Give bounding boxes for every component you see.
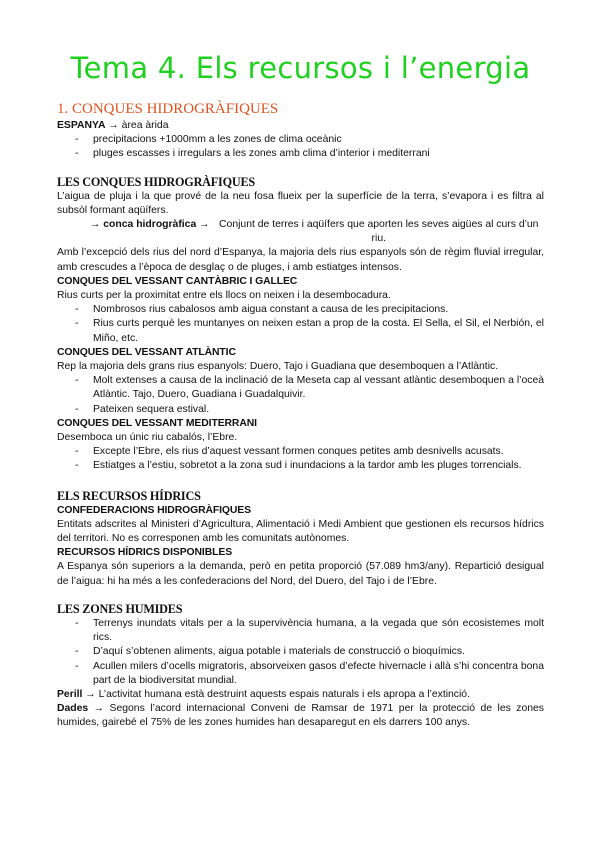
list-item: - Acullen milers d’ocells migratoris, absorveixen gasos d’efecte hivernacle i allà s’hi concentra bona part de la biodiversitat mundial. xyxy=(57,660,544,688)
dades-text: → Segons l’acord internacional Conveni de Ramsar de 1971 per la protecció de les zones humides, gairebé el 75% de les zones humides han desaparegut en els darrers 100 anys. xyxy=(57,703,544,729)
espanya-text: → àrea àrida xyxy=(105,120,169,131)
perill-text: → L’activitat humana està destruint aquests espais naturals i els apropa a l’extinció. xyxy=(82,688,470,700)
espanya-list xyxy=(57,133,544,161)
paragraph: Rep la majoria dels grans rius espanyols: Duero, Tajo i Guadiana que desemboquen a l’Atlàntic. xyxy=(57,361,499,373)
list-item: - Molt extenses a causa de la inclinació de la Meseta cap al vessant atlàntic desemboquen a l’oceà Atlàntic. Tajo, Duero, Guadiana i Guadalquivir. xyxy=(57,374,544,402)
mediterrani-list xyxy=(57,445,544,473)
subheading-cantabric: CONQUES DEL VESSANT CANTÀBRIC I GALLEC xyxy=(57,275,298,287)
list-item: - Pateixen sequera estival. xyxy=(57,403,544,417)
perill-line xyxy=(57,688,544,702)
dades-label: Dades xyxy=(57,703,89,715)
perill-label: Perill xyxy=(57,688,83,700)
list-item: - pluges escasses i irregulars a les zones amb clima d’interior i mediterrani xyxy=(57,147,544,161)
paragraph: Desemboca un únic riu cabalós, l’Ebre. xyxy=(57,432,238,444)
atlantic-list xyxy=(57,374,544,417)
list-item: - Estiatges a l’estiu, sobretot a la zona sud i inundacions a la tardor amb les pluges torrencials. xyxy=(57,459,544,473)
paragraph: A Espanya són superiors a la demanda, però en petita proporció (57.089 hm3/any). Repartició desigual de l’aigua: hi ha més a les confederacions del Nord, del Duero, del Tajo i de l’Ebre. xyxy=(57,561,544,587)
list-item: - D’aquí s’obtenen aliments, aigua potable i materials de construcció o bioquímics. xyxy=(57,645,544,659)
paragraph: Amb l’excepció dels rius del nord d’Espanya, la majoria dels rius espanyols són de règim fluvial irregular, amb crescudes a l’època de desglaç o de pluges, i amb estiatges intensos. xyxy=(57,247,544,273)
subheading-confederacions: CONFEDERACIONS HIDROGRÀFIQUES xyxy=(57,504,251,516)
arrow-glyph: → xyxy=(90,219,104,231)
cantabric-list xyxy=(57,303,544,346)
list-item: - Excepte l’Ebre, els rius d’aquest vessant formen conques petites amb desnivells acusats. xyxy=(57,445,544,459)
definition-conca xyxy=(57,218,544,246)
section-heading-les-conques: LES CONQUES HIDROGRÀFIQUES xyxy=(57,174,255,189)
espanya-line xyxy=(57,119,544,133)
document-page xyxy=(57,48,544,731)
definition-body: Conjunt de terres i aqüífers que aporten les seves aigües al curs d’un riu. xyxy=(219,219,539,245)
subheading-mediterrani: CONQUES DEL VESSANT MEDITERRANI xyxy=(57,417,257,429)
arrow-glyph: → xyxy=(196,219,210,231)
zones-humides-list xyxy=(57,617,544,688)
page-title: Tema 4. Els recursos i l’energia xyxy=(70,51,531,85)
section-heading-recursos-hidrics: ELS RECURSOS HÍDRICS xyxy=(57,488,201,503)
dades-line xyxy=(57,702,544,730)
definition-term-line xyxy=(90,218,210,246)
espanya-label: ESPANYA xyxy=(57,120,106,131)
section-heading-conques: 1. CONQUES HIDROGRÀFIQUES xyxy=(57,101,279,117)
list-item: - Rius curts perquè les muntanyes on neixen estan a prop de la costa. El Sella, el Sil, el Nerbión, el Miño, etc. xyxy=(57,317,544,345)
list-item: - Nombrosos rius cabalosos amb aigua constant a causa de les precipitacions. xyxy=(57,303,544,317)
list-item: - Terrenys inundats vitals per a la supervivència humana, a la vegada que són ecosistemes molt rics. xyxy=(57,617,544,645)
paragraph: L’aigua de pluja i la que prové de la neu fosa flueix per la superfície de la terra, s’evapora i es filtra al subsòl formant aqüífers. xyxy=(57,190,544,216)
subheading-disponibles: RECURSOS HÍDRICS DISPONIBLES xyxy=(57,547,233,559)
paragraph: Entitats adscrites al Ministeri d’Agricultura, Alimentació i Medi Ambient que gestionen els recursos hídrics del territori. No es corresponen amb les comunitats autònomes. xyxy=(57,518,544,545)
paragraph: Rius curts per la proximitat entre els llocs on neixen i la desembocadura. xyxy=(57,290,391,302)
definition-term: conca hidrogràfica xyxy=(103,219,197,231)
subheading-atlantic: CONQUES DEL VESSANT ATLÀNTIC xyxy=(57,346,236,358)
list-item: - precipitacions +1000mm a les zones de clima oceànic xyxy=(57,133,544,147)
section-heading-zones-humides: LES ZONES HUMIDES xyxy=(57,601,183,616)
